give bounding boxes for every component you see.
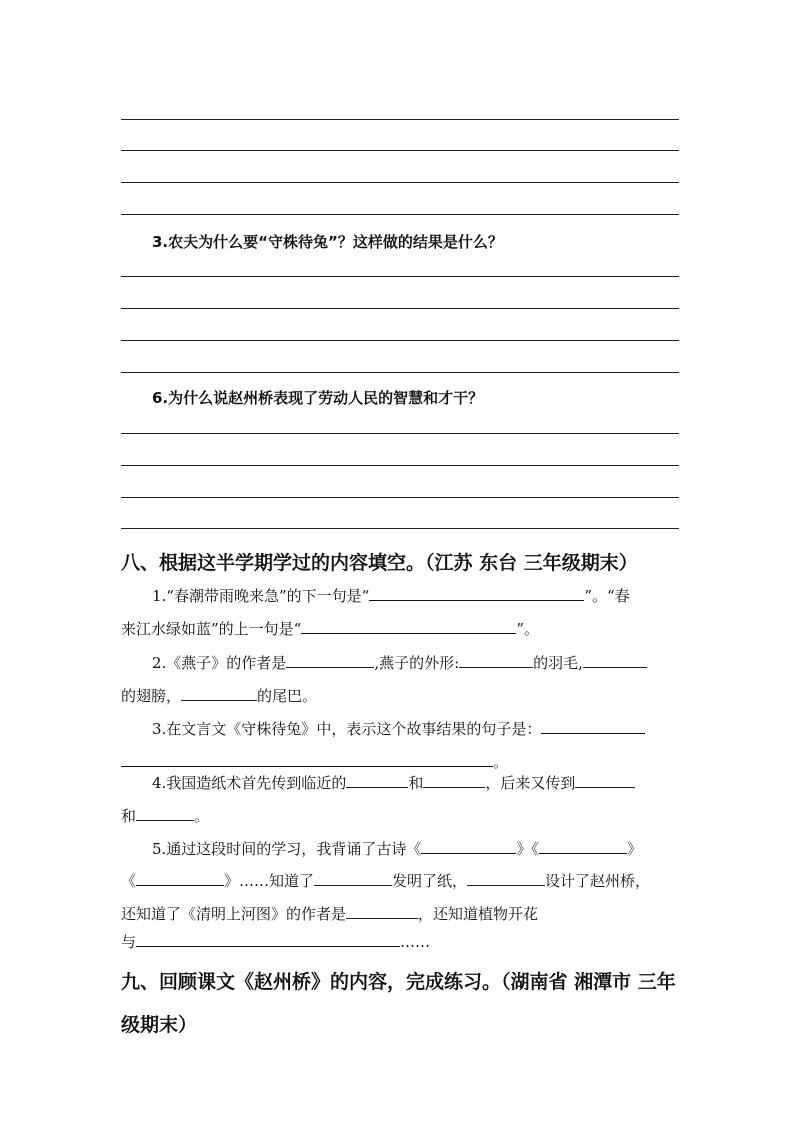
fill-blank[interactable] <box>181 686 257 701</box>
item-5-text: 与 <box>121 933 137 951</box>
answer-line[interactable] <box>121 372 679 373</box>
item-2-text: 的尾巴。 <box>257 687 318 705</box>
fill-blank[interactable] <box>541 719 645 734</box>
item-1-text: 1.“春潮带雨晚来急”的下一句是“ <box>152 587 370 605</box>
fill-item-1-line-2 <box>121 619 539 639</box>
fill-item-4-line-2 <box>121 806 209 826</box>
item-4-text: 4.我国造纸术首先传到临近的 <box>152 774 347 792</box>
item-4-text: ，后来又传到 <box>485 774 576 792</box>
section-9-source-cont: 级期末） <box>121 1014 198 1036</box>
item-5-text: 》 <box>626 840 642 858</box>
item-2-text: 的翅膀， <box>121 687 182 705</box>
fill-blank[interactable] <box>459 653 533 668</box>
item-5-text: 发明了纸， <box>392 872 468 890</box>
fill-item-5-line-4 <box>121 932 430 952</box>
section-9-title: 九、回顾课文《赵州桥》的内容，完成练习。 <box>121 971 502 993</box>
item-1-text: ”。“春 <box>584 587 630 605</box>
fill-item-2-line-2 <box>121 686 317 706</box>
fill-blank[interactable] <box>583 653 647 668</box>
section-9-heading-cont <box>121 1010 197 1037</box>
item-5-text: 设计了赵州桥， <box>545 872 651 890</box>
item-2-text: ,燕子的外形: <box>374 654 460 672</box>
fill-item-5-line-1 <box>152 839 642 859</box>
item-2-text: 2.《燕子》的作者是 <box>152 654 287 672</box>
item-5-text: ，还知道植物开花 <box>418 905 539 923</box>
answer-line[interactable] <box>121 119 679 120</box>
answer-line[interactable] <box>121 308 679 309</box>
fill-blank[interactable] <box>346 773 408 788</box>
item-5-text: 》……知道了 <box>224 872 315 890</box>
fill-item-1-line-1 <box>152 586 630 606</box>
fill-blank[interactable] <box>421 839 516 854</box>
fill-blank[interactable] <box>539 839 627 854</box>
fill-blank[interactable] <box>423 773 485 788</box>
fill-blank[interactable] <box>136 871 224 886</box>
item-4-text: 和 <box>408 774 424 792</box>
fill-blank[interactable] <box>136 806 194 821</box>
answer-line[interactable] <box>121 150 679 151</box>
question-3: 3.农夫为什么要“守株待兔”？这样做的结果是什么？ <box>152 233 503 251</box>
fill-blank[interactable] <box>369 586 584 601</box>
section-8-title: 八、根据这半学期学过的内容填空。 <box>121 552 426 574</box>
fill-blank[interactable] <box>575 773 635 788</box>
answer-line[interactable] <box>121 528 679 529</box>
section-9-heading <box>121 967 676 994</box>
fill-item-4-line-1 <box>152 773 635 793</box>
fill-blank[interactable] <box>314 871 392 886</box>
fill-blank[interactable] <box>286 653 374 668</box>
fill-blank[interactable] <box>136 932 400 947</box>
item-1-text: ”。 <box>516 620 540 638</box>
item-5-text: 》《 <box>516 840 539 858</box>
item-5-text: 5.通过这段时间的学习，我背诵了古诗《 <box>152 840 422 858</box>
item-3-text: 。 <box>493 753 509 771</box>
answer-line[interactable] <box>121 214 679 215</box>
fill-blank[interactable] <box>301 619 516 634</box>
item-4-text: 。 <box>194 807 210 825</box>
section-8-source: （江苏 东台 三年级期末） <box>425 552 638 574</box>
section-9-source: （湖南省 湘潭市 三年 <box>501 971 676 993</box>
fill-blank[interactable] <box>467 871 545 886</box>
section-8-heading <box>121 548 638 575</box>
fill-blank[interactable] <box>346 904 418 919</box>
item-1-text: 来江水绿如蓝”的上一句是“ <box>121 620 302 638</box>
answer-line[interactable] <box>121 340 679 341</box>
question-6: 6.为什么说赵州桥表现了劳动人民的智慧和才干？ <box>152 389 484 407</box>
item-5-text: 还知道了《清明上河图》的作者是 <box>121 905 347 923</box>
answer-line[interactable] <box>121 497 679 498</box>
item-5-text: …… <box>400 933 431 951</box>
answer-line[interactable] <box>121 465 679 466</box>
item-5-text: 《 <box>121 872 137 890</box>
answer-line[interactable] <box>121 182 679 183</box>
item-2-text: 的羽毛, <box>533 654 583 672</box>
answer-line[interactable] <box>121 433 679 434</box>
fill-item-5-line-2 <box>121 871 650 891</box>
item-4-text: 和 <box>121 807 137 825</box>
fill-item-5-line-3 <box>121 904 538 924</box>
fill-item-3-line-2 <box>121 752 508 772</box>
answer-line[interactable] <box>121 276 679 277</box>
fill-blank[interactable] <box>121 752 493 767</box>
fill-item-3-line-1 <box>152 719 645 739</box>
item-3-text: 3.在文言文《守株待兔》中，表示这个故事结果的句子是： <box>152 720 542 738</box>
fill-item-2-line-1 <box>152 653 647 673</box>
